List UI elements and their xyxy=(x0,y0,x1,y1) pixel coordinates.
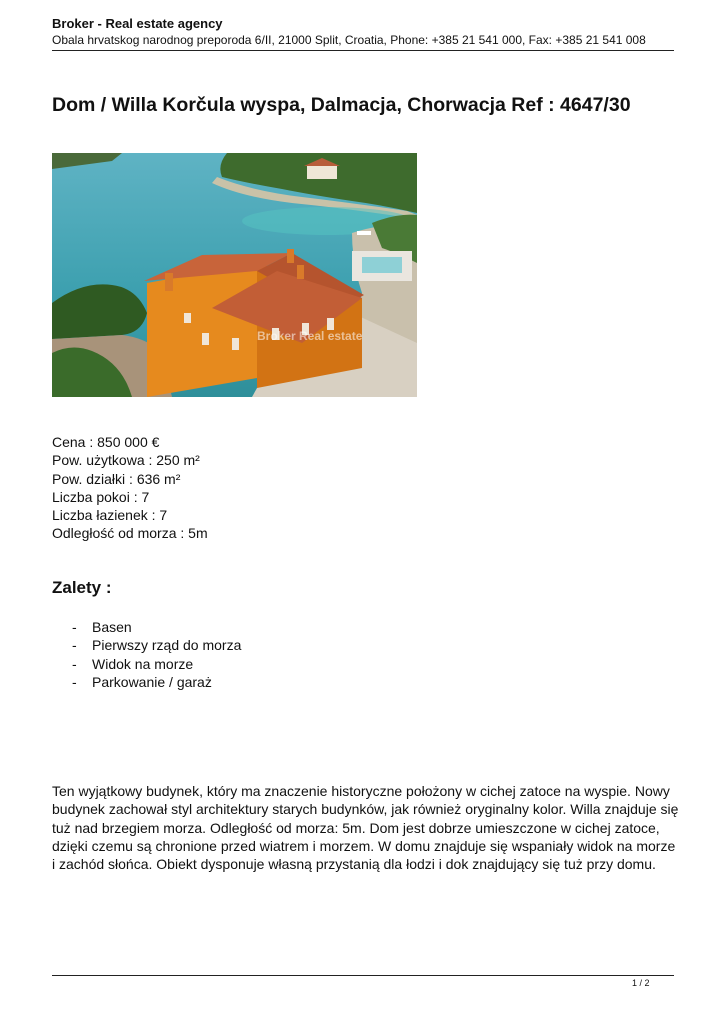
bullet-dash: - xyxy=(72,655,77,672)
property-description: Ten wyjątkowy budynek, który ma znaczenie historyczne położony w cichej zatoce na wyspie. Nowy budynek zachował styl architektury starych budynków, jak również oryginalny kolor. Willa znajduje się tuż nad brzegiem morza. Odległość od morza: 5m. Dom jest dobrze umieszczone w cichej zatoce, dzięki czemu są chronione przed wiatrem i morzem. W domu znajduje się wspaniały widok na morze i zachód słońca. Obiekt dysponuje własną przystanią dla łodzi i dok znajdujący się tuż przy domu. xyxy=(52,783,679,873)
advantages-list xyxy=(52,618,241,691)
spec-price: Cena : 850 000 € xyxy=(52,434,160,450)
company-name: Broker - Real estate agency xyxy=(52,16,223,31)
property-photo xyxy=(52,153,417,397)
header-block xyxy=(52,16,674,48)
spec-sea-distance: Odległość od morza : 5m xyxy=(52,525,208,542)
advantages-heading: Zalety : xyxy=(52,578,112,597)
property-specs xyxy=(52,433,208,543)
spec-rooms: Liczba pokoi : 7 xyxy=(52,488,150,505)
advantage-text: Basen xyxy=(92,619,132,635)
page-number: 1 / 2 xyxy=(632,978,650,988)
spec-living-area: Pow. użytkowa : 250 m² xyxy=(52,452,200,469)
spec-bathrooms: Liczba łazienek : 7 xyxy=(52,507,168,524)
advantage-text: Pierwszy rząd do morza xyxy=(92,637,242,654)
list-item xyxy=(52,636,241,654)
advantage-text: Parkowanie / garaż xyxy=(92,673,212,690)
list-item xyxy=(52,673,241,691)
listing-title: Dom / Willa Korčula wyspa, Dalmacja, Chorwacja Ref : 4647/30 xyxy=(52,94,631,116)
list-item xyxy=(52,618,241,636)
list-item xyxy=(52,655,241,673)
bullet-dash: - xyxy=(72,619,77,635)
spec-plot-area: Pow. działki : 636 m² xyxy=(52,470,181,487)
company-address: Obala hrvatskog narodnog preporoda 6/II, 21000 Split, Croatia, Phone: +385 21 541 000, Fax: +385 21 541 008 xyxy=(52,33,646,47)
header-divider xyxy=(52,50,674,51)
advantage-text: Widok na morze xyxy=(92,655,194,672)
photo-watermark: Broker Real estate xyxy=(257,329,363,343)
bullet-dash: - xyxy=(72,673,77,690)
footer-divider xyxy=(52,975,674,976)
bullet-dash: - xyxy=(72,637,77,654)
